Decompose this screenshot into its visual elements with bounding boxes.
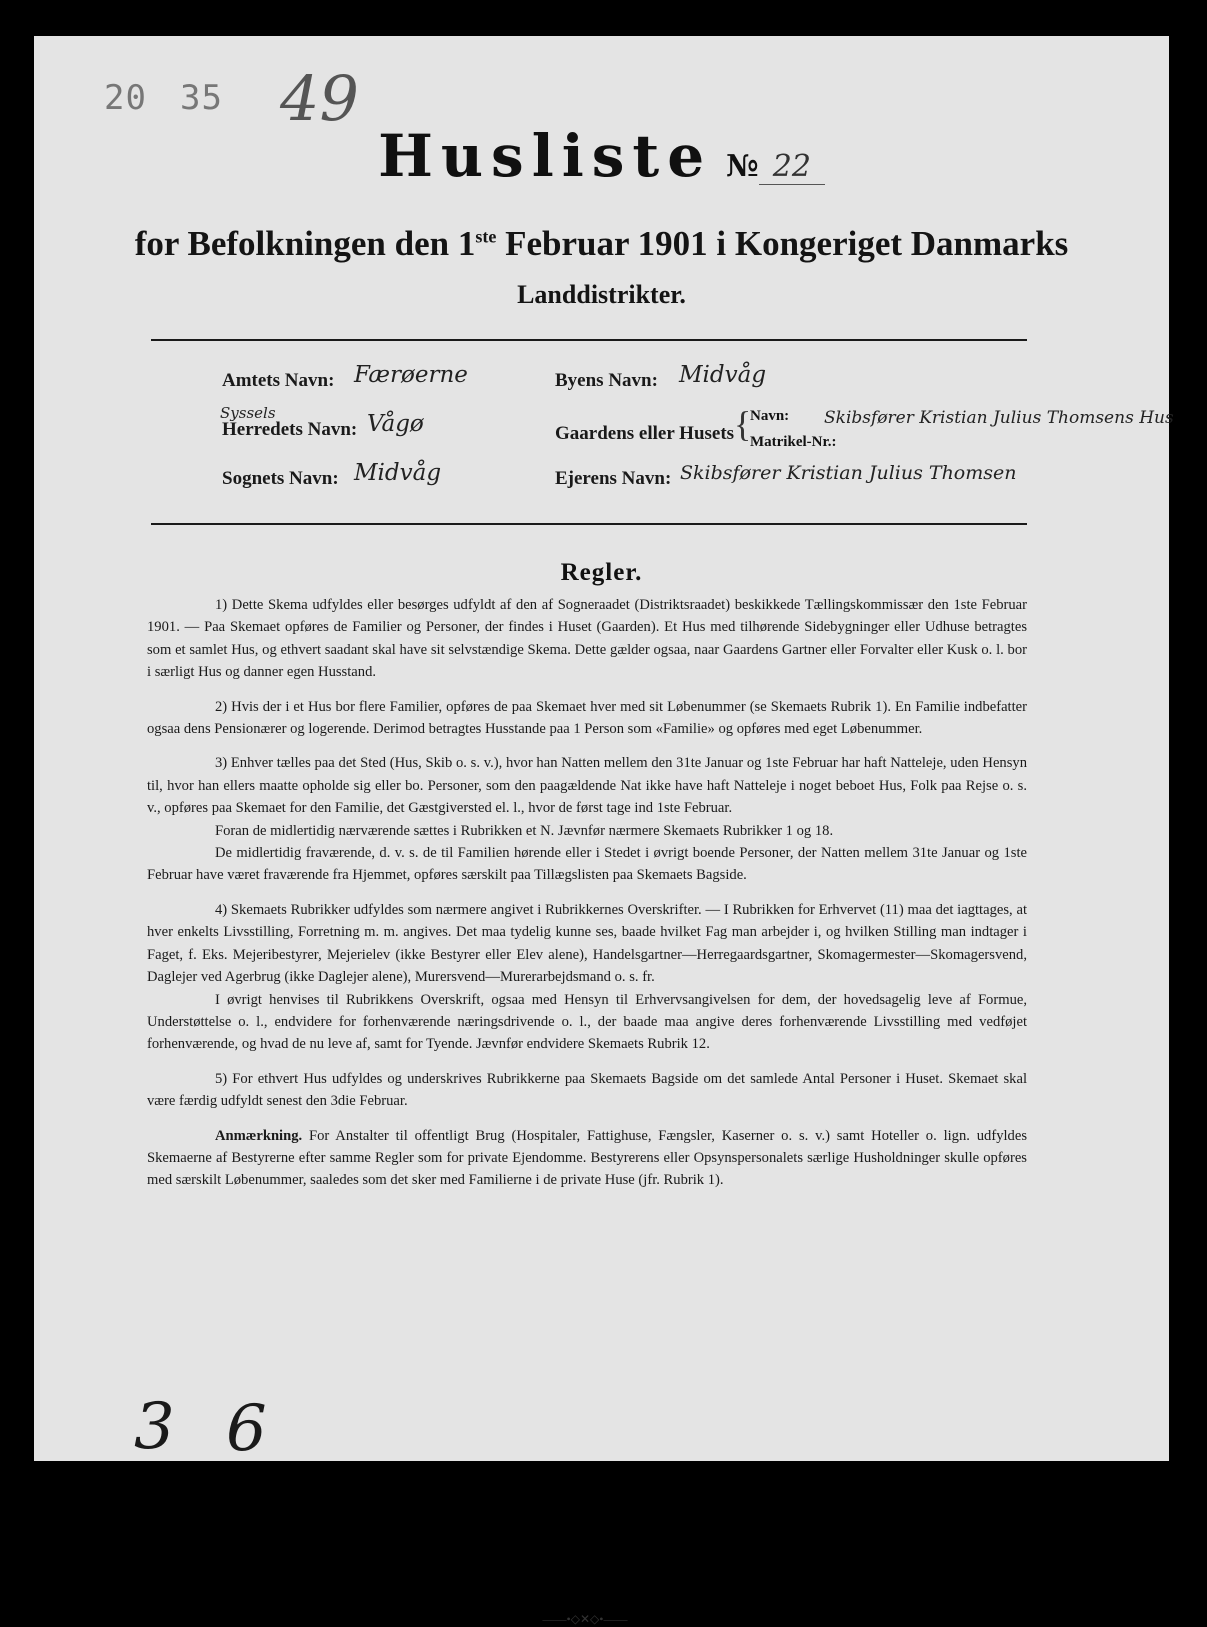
gaard-value: Skibsfører Kristian Julius Thomsens Hus bbox=[824, 408, 1174, 428]
pencil-mark-bottom-a: 3 bbox=[134, 1390, 175, 1464]
district-label: Landdistrikter. bbox=[517, 280, 686, 309]
rule-4: 4) Skemaets Rubrikker udfyldes som nærmere angivet i Rubrikkernes Overskrifter. — I Rubrikken for Erhvervet (11) maa det iagttages, at hver enkelts Livsstilling, Forretning m. m. angives. Det maa tydelig kunne ses, baade hvilket Fag man arbejder i, og hvilken Stilling man indtager i Faget, f. Eks. Mejeribestyrer, Mejerielev (ikke Bestyrer eller Elev alene), Handelsgartner—Herregaardsgartner, Skomagermester—Skomagersvend, Daglejer ved Agerbrug (ikke Daglejer alene), Murersvend—Murerarbejdsmand o. s. fr. bbox=[147, 901, 1027, 986]
amt-label: Amtets Navn: bbox=[222, 370, 335, 391]
note-paragraph bbox=[147, 1125, 1027, 1192]
by-value: Midvåg bbox=[679, 362, 767, 388]
subtitle-pre: for Befolkningen den 1 bbox=[134, 224, 476, 263]
herred-value: Vågø bbox=[367, 411, 424, 437]
rule-4b: I øvrigt henvises til Rubrikkens Overskrift, ogsaa med Hensyn til Erhvervsangivelsen for dem, der hovedsagelig leve af Formue, Understøttelse o. l., endvidere for forhenværende næringsdrivende o. l., der baade maa angive deres forhenværende Livsstilling med vedføjet forhenværende, og hvad de nu leve af, samt for Tyende. Jævnfør endvidere Skemaets Rubrik 12. bbox=[147, 991, 1027, 1053]
divider-top bbox=[151, 339, 1027, 341]
ejer-label: Ejerens Navn: bbox=[555, 468, 672, 489]
title-row bbox=[34, 122, 1169, 190]
rule-3c: De midlertidig fraværende, d. v. s. de til Familien hørende eller i Stedet i øvrigt boende Personer, der Natten mellem 31te Januar og 1ste Februar have været fraværende fra Hjemmet, opføres særskilt paa Tillægslisten paa Skemaets Bagside. bbox=[147, 845, 1027, 884]
herred-label: Herredets Navn: bbox=[222, 419, 358, 440]
number-label: № bbox=[726, 149, 759, 184]
amt-value: Færøerne bbox=[354, 362, 468, 388]
number-value: 22 bbox=[759, 149, 825, 185]
subtitle-post: Februar 1901 i Kongeriget Danmarks bbox=[496, 224, 1069, 263]
brace-glyph: { bbox=[734, 404, 752, 444]
subtitle-sup: ste bbox=[475, 226, 497, 247]
rules-body bbox=[147, 594, 1027, 1192]
note-text: For Anstalter til offentligt Brug (Hospitaler, Fattighuse, Fængsler, Kaserner o. s. v.) samt Hoteller o. lign. udfyldes Skemaerne af Bestyrerne efter samme Regler som for private Ejendomme. Bestyrerens eller Opsynspersonalets særlige Husholdninger skulle opføres med særskilt Løbenummer, saaledes som det sker med Familierne i de private Huse (jfr. Rubrik 1). bbox=[147, 1127, 1027, 1189]
rule-3: 3) Enhver tælles paa det Sted (Hus, Skib o. s. v.), hvor han Natten mellem den 31te Januar og 1ste Februar har haft Natteleje, uden Hensyn til, hvor han ellers maatte opholde sig eller bo. Personer, som den paagældende Nat ikke have haft Natteleje i noget beboet Hus, Folk paa Rejse o. s. v., opføres paa Skemaet for den Familie, det Gæstgiversted el. l., hvor de først tage ind 1ste Februar. bbox=[147, 755, 1027, 817]
matrikel-label: Matrikel-Nr.: bbox=[750, 434, 837, 450]
sogn-label: Sognets Navn: bbox=[222, 468, 339, 489]
rule-2: 2) Hvis der i et Hus bor flere Familier, opføres de paa Skemaet hver med sit Løbenummer (se Skemaets Rubrik 1). En Familie indbefatter ogsaa dens Pensionærer og logerende. Derimod betragtes Husstande paa 1 Person som «Familie» og opføres med eget Løbenummer. bbox=[147, 698, 1027, 738]
note-label: Anmærkning. bbox=[215, 1127, 303, 1144]
census-page bbox=[34, 36, 1174, 1626]
subtitle bbox=[34, 224, 1169, 264]
herred-over-note: Syssels bbox=[220, 404, 276, 422]
rule-1: 1) Dette Skema udfyldes eller besørges udfyldt af den af Sogneraadet (Distriktsraadet) beskikkede Tællingskommissær den 1ste Februar 1901. — Paa Skemaet opføres de Familier og Personer, der findes i Huset (Gaarden). Et Hus med tilhørende Sidebygninger eller Udhuse betragtes som et samlet Hus, og ethvert saadant skal have sit selvstændige Skema. Dette gælder ogsaa, naar Gaardens Gartner eller Forvalter eller Kusk o. l. bor i særligt Hus og danner egen Husstand. bbox=[147, 597, 1027, 681]
ornament-divider: ——•◇✕◇•—— bbox=[542, 1612, 628, 1626]
page-title: Husliste bbox=[378, 122, 713, 190]
stamp-number-a: 20 bbox=[104, 78, 147, 118]
navn-label: Navn: bbox=[750, 408, 790, 424]
by-label: Byens Navn: bbox=[555, 370, 658, 391]
stamp-number-b: 35 bbox=[180, 78, 223, 118]
rule-5: 5) For ethvert Hus udfyldes og underskrives Rubrikkerne paa Skemaets Bagside om det samlede Antal Personer i Huset. Skemaet skal være færdig udfyldt senest den 3die Februar. bbox=[147, 1070, 1027, 1110]
ejer-value: Skibsfører Kristian Julius Thomsen bbox=[680, 462, 1017, 484]
sogn-value: Midvåg bbox=[354, 460, 442, 486]
pencil-mark-top: 49 bbox=[280, 62, 359, 135]
gaard-label: Gaardens eller Husets bbox=[555, 423, 735, 444]
divider-middle bbox=[151, 523, 1027, 525]
pencil-mark-bottom-b: 6 bbox=[226, 1392, 267, 1466]
rules-heading: Regler. bbox=[560, 559, 643, 586]
rule-3b: Foran de midlertidig nærværende sættes i Rubrikken et N. Jævnfør nærmere Skemaets Rubrikker 1 og 18. bbox=[215, 822, 834, 839]
